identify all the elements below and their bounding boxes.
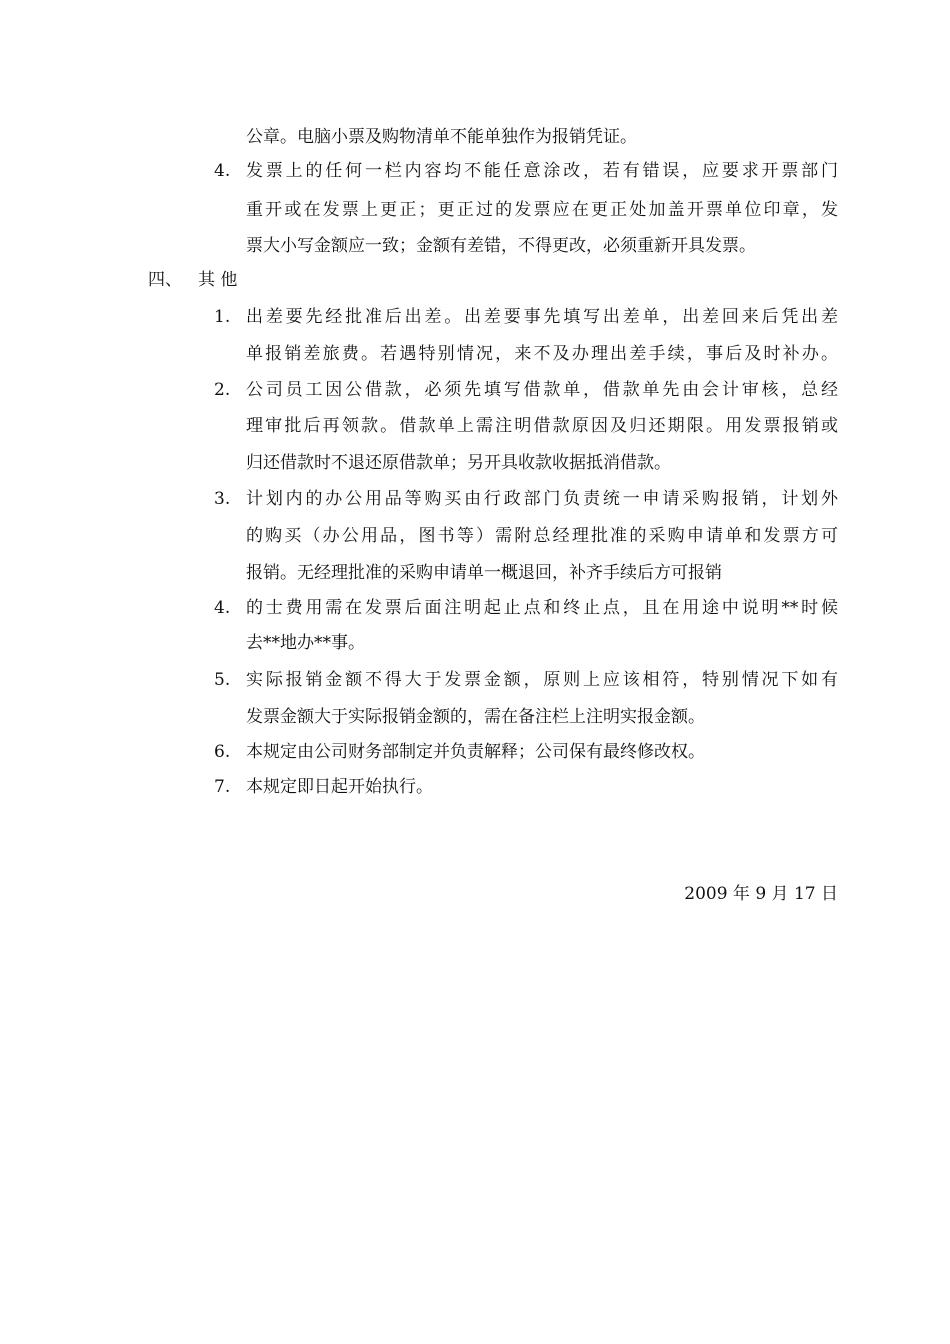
list-item-line: 发票金额大于实际报销金额的，需在备注栏上注明实报金额。 bbox=[246, 707, 705, 727]
list-item-line: 去**地办**事。 bbox=[246, 633, 365, 653]
list-item-line: 理审批后再领款。借款单上需注明借款原因及归还期限。用发票报销或 bbox=[246, 416, 838, 436]
list-item-number: 3. bbox=[214, 489, 231, 509]
list-item-number: 1. bbox=[214, 307, 231, 327]
document-date: 2009 年 9 月 17 日 bbox=[684, 884, 838, 904]
list-item-number: 7. bbox=[214, 777, 231, 797]
list-item-line: 报销。无经理批准的采购申请单一概退回，补齐手续后方可报销 bbox=[246, 563, 722, 583]
item3-continuation: 公章。电脑小票及购物清单不能单独作为报销凭证。 bbox=[246, 127, 637, 147]
list-item-line: 本规定即日起开始执行。 bbox=[246, 777, 433, 797]
list-item-line: 公司员工因公借款，必须先填写借款单，借款单先由会计审核，总经 bbox=[246, 380, 838, 400]
item4-line-1: 发票上的任何一栏内容均不能任意涂改，若有错误，应要求开票部门 bbox=[246, 161, 838, 181]
section-title: 其 他 bbox=[198, 270, 238, 290]
list-item-line: 本规定由公司财务部制定并负责解释；公司保有最终修改权。 bbox=[246, 742, 705, 762]
item4-line-3: 票大小写金额应一致；金额有差错，不得更改，必须重新开具发票。 bbox=[246, 236, 756, 256]
list-item-line: 的士费用需在发票后面注明起止点和终止点，且在用途中说明**时候 bbox=[246, 598, 838, 618]
list-item-number: 5. bbox=[214, 670, 231, 690]
item4-line-2: 重开或在发票上更正；更正过的发票应在更正处加盖开票单位印章，发 bbox=[246, 200, 838, 220]
list-item-number: 6. bbox=[214, 742, 231, 762]
list-item-line: 出差要先经批准后出差。出差要事先填写出差单，出差回来后凭出差 bbox=[246, 307, 838, 327]
list-item-line: 单报销差旅费。若遇特别情况，来不及办理出差手续，事后及时补办。 bbox=[246, 344, 838, 364]
item4-number: 4. bbox=[214, 161, 231, 181]
list-item-line: 实际报销金额不得大于发票金额，原则上应该相符，特别情况下如有 bbox=[246, 670, 838, 690]
list-item-number: 2. bbox=[214, 380, 231, 400]
section-number: 四、 bbox=[148, 270, 182, 290]
list-item-line: 的购买（办公用品，图书等）需附总经理批准的采购申请单和发票方可 bbox=[246, 526, 838, 546]
list-item-line: 归还借款时不退还原借款单；另开具收款收据抵消借款。 bbox=[246, 453, 671, 473]
list-item-number: 4. bbox=[214, 598, 231, 618]
list-item-line: 计划内的办公用品等购买由行政部门负责统一申请采购报销，计划外 bbox=[246, 489, 838, 509]
